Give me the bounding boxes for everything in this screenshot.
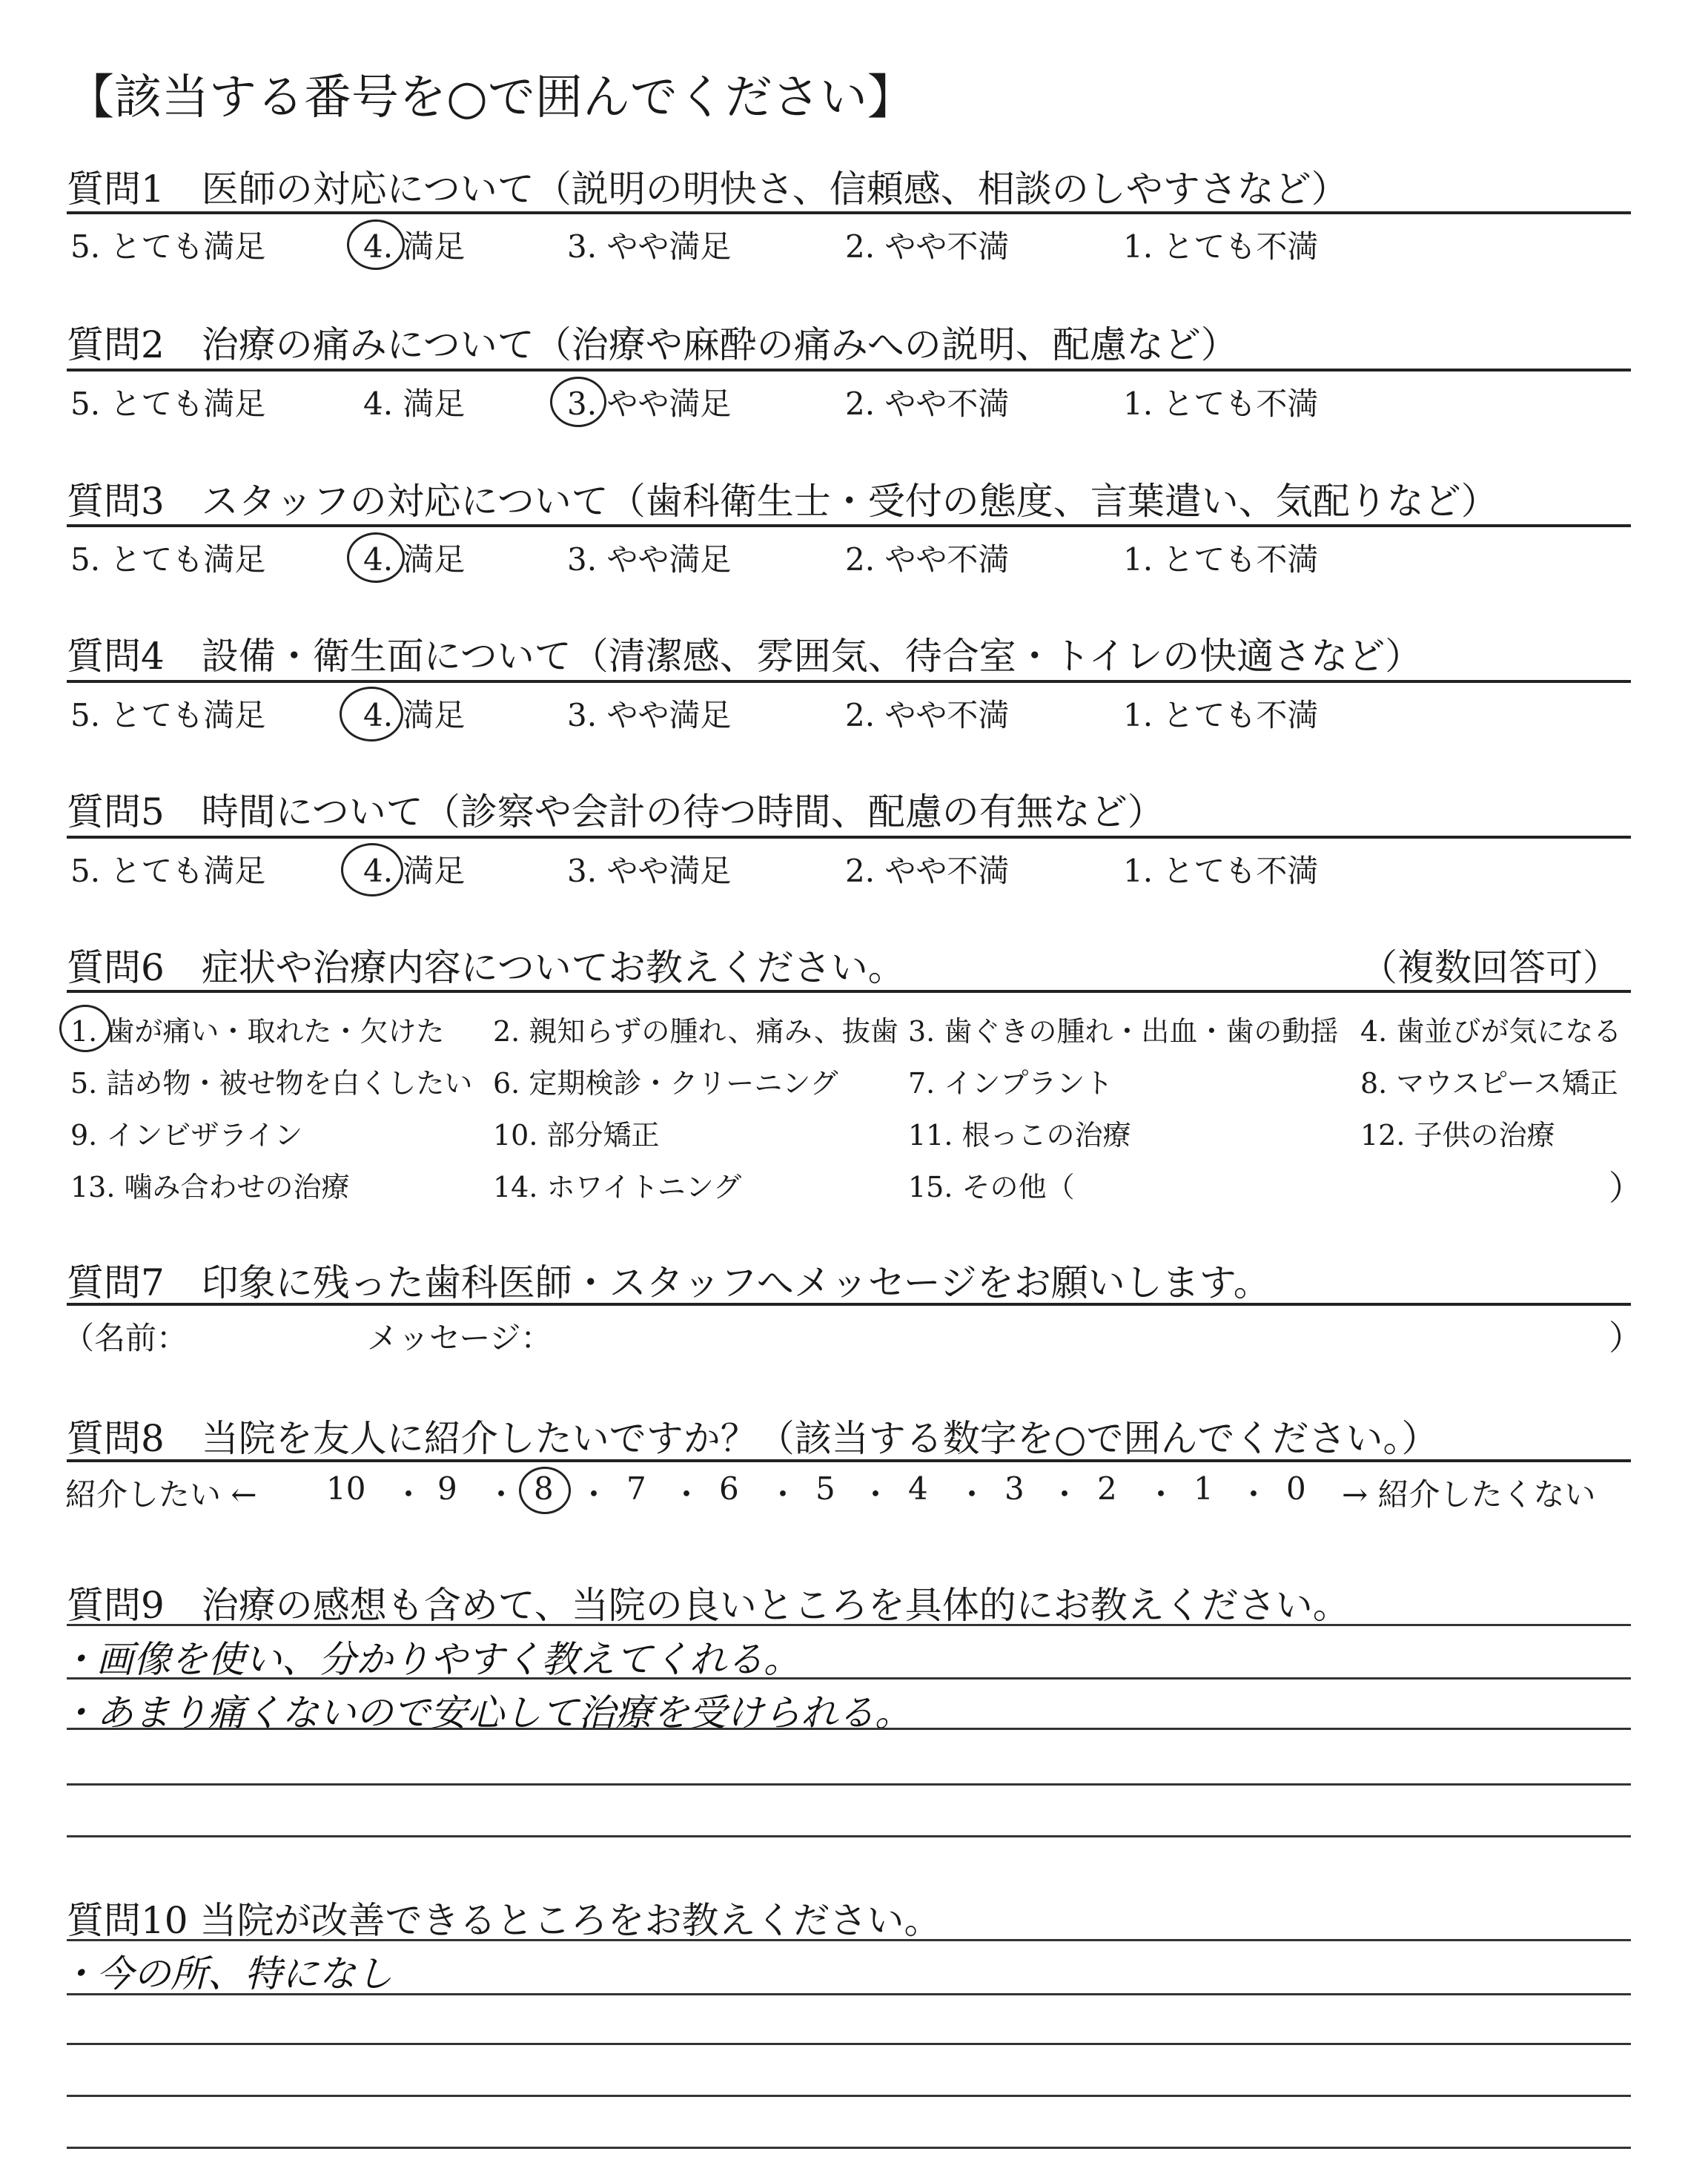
q6-option-7[interactable]: 7. インプラント [908,1067,1113,1100]
q6-title: 質問6 症状や治療内容についてお教えください。 [67,946,905,989]
q8-right-label: → 紹介したくない [1342,1476,1596,1513]
q8-sep: ・ [1049,1476,1081,1513]
q9-line [67,1624,1631,1626]
q6-selection-circle [59,1005,111,1052]
q7-close-paren: ） [1609,1318,1643,1358]
q6-option-12[interactable]: 12. 子供の治療 [1360,1119,1555,1152]
q6-option-4[interactable]: 4. 歯並びが気になる [1360,1015,1622,1048]
q2-option-4[interactable]: 4. 満足 [363,386,466,422]
q4-title: 質問4 設備・衛生面について（清潔感、雰囲気、待合室・トイレの快適さなど） [67,635,1423,678]
q4-option-5[interactable]: 5. とても満足 [70,697,266,733]
q5-option-3[interactable]: 3. やや満足 [567,853,732,889]
q6-option-14[interactable]: 14. ホワイトニング [493,1171,742,1203]
q8-sep: ・ [393,1476,425,1513]
q3-selection-circle [347,532,405,583]
q8-value-9[interactable]: 9 [437,1470,457,1507]
q6-option-11[interactable]: 11. 根っこの治療 [908,1119,1131,1152]
q4-option-1[interactable]: 1. とても不満 [1123,697,1319,733]
q6-option-6[interactable]: 6. 定期検診・クリーニング [493,1067,838,1100]
q7-rule [67,1303,1631,1306]
q2-title: 質問2 治療の痛みについて（治療や麻酔の痛みへの説明、配慮など） [67,323,1238,366]
q8-sep: ・ [578,1476,610,1513]
q6-option-5[interactable]: 5. 詰め物・被せ物を白くしたい [70,1067,473,1100]
q6-option-15[interactable]: 15. その他（ [908,1171,1075,1203]
q6-option-10[interactable]: 10. 部分矯正 [493,1119,660,1152]
q6-option-9[interactable]: 9. インビザライン [70,1119,303,1152]
q2-option-5[interactable]: 5. とても満足 [70,386,266,422]
q4-option-2[interactable]: 2. やや不満 [845,697,1010,733]
q4-rule [67,680,1631,683]
q6-rule [67,990,1631,993]
q2-option-3[interactable]: 3. やや満足 [567,386,732,422]
q10-title: 質問10 当院が改善できるところをお教えください。 [67,1899,941,1942]
q8-value-5[interactable]: 5 [815,1470,835,1507]
q5-title: 質問5 時間について（診察や会計の待つ時間、配慮の有無など） [67,790,1165,833]
q6-note: （複数回答可） [1360,946,1620,989]
q5-option-5[interactable]: 5. とても満足 [70,853,266,889]
q9-line [67,1835,1631,1837]
q8-sep: ・ [956,1476,988,1513]
q10-line [67,2043,1631,2045]
q8-value-4[interactable]: 4 [908,1470,928,1507]
q6-option-8[interactable]: 8. マウスピース矯正 [1360,1067,1618,1100]
q2-selection-circle [550,377,606,427]
q10-line [67,2095,1631,2097]
q8-value-10[interactable]: 10 [326,1470,366,1507]
q5-option-4[interactable]: 4. 満足 [363,853,466,889]
q1-option-4[interactable]: 4. 満足 [363,228,466,265]
q9-line [67,1728,1631,1730]
q8-value-6[interactable]: 6 [719,1470,739,1507]
q8-sep: ・ [860,1476,892,1513]
q5-option-1[interactable]: 1. とても不満 [1123,853,1319,889]
q8-sep: ・ [767,1476,799,1513]
q4-selection-circle [340,687,403,742]
q8-sep: ・ [671,1476,703,1513]
q10-line [67,1939,1631,1941]
form-header: 【該当する番号を○で囲んでください】 [67,70,915,125]
q8-value-8[interactable]: 8 [534,1470,554,1507]
q8-sep: ・ [1145,1476,1177,1513]
q5-rule [67,836,1631,839]
q8-selection-circle [519,1467,571,1514]
q8-sep: ・ [1238,1476,1270,1513]
q8-value-7[interactable]: 7 [626,1470,646,1507]
q7-title: 質問7 印象に残った歯科医師・スタッフへメッセージをお願いします。 [67,1261,1271,1304]
q1-rule [67,211,1631,214]
q3-option-5[interactable]: 5. とても満足 [70,541,266,578]
q7-name-label[interactable]: （名前： [63,1320,188,1356]
q8-left-label: 紹介したい ← [65,1476,257,1513]
q8-title: 質問8 当院を友人に紹介したいですか？（該当する数字を○で囲んでください。） [67,1417,1439,1460]
q9-answer-2: ・あまり痛くないので安心して治療を受けられる。 [59,1691,912,1734]
q7-message-label[interactable]: メッセージ： [367,1320,552,1356]
q6-option-13[interactable]: 13. 噛み合わせの治療 [70,1171,350,1203]
q8-sep: ・ [486,1476,517,1513]
q10-line [67,2147,1631,2149]
q8-value-0[interactable]: 0 [1286,1470,1306,1507]
q3-option-4[interactable]: 4. 満足 [363,541,466,578]
q3-option-1[interactable]: 1. とても不満 [1123,541,1319,578]
q5-selection-circle [341,843,403,896]
q1-option-5[interactable]: 5. とても満足 [70,228,266,265]
q10-answer-1: ・今の所、特になし [59,1952,393,1995]
q6-option-3[interactable]: 3. 歯ぐきの腫れ・出血・歯の動揺 [908,1015,1339,1048]
q9-title: 質問9 治療の感想も含めて、当院の良いところを具体的にお教えください。 [67,1584,1350,1627]
q2-option-1[interactable]: 1. とても不満 [1123,386,1319,422]
q8-value-1[interactable]: 1 [1194,1470,1214,1507]
q3-option-2[interactable]: 2. やや不満 [845,541,1010,578]
q8-value-2[interactable]: 2 [1097,1470,1117,1507]
q6-option-1[interactable]: 1. 歯が痛い・取れた・欠けた [70,1015,445,1048]
q6-other-close-paren: ） [1609,1168,1643,1208]
q1-selection-circle [347,219,405,270]
q1-option-1[interactable]: 1. とても不満 [1123,228,1319,265]
q6-option-2[interactable]: 2. 親知らずの腫れ、痛み、抜歯 [493,1015,898,1048]
q5-option-2[interactable]: 2. やや不満 [845,853,1010,889]
q8-rule [67,1459,1631,1462]
q2-option-2[interactable]: 2. やや不満 [845,386,1010,422]
q2-rule [67,369,1631,371]
q9-line [67,1783,1631,1786]
q3-option-3[interactable]: 3. やや満足 [567,541,732,578]
q9-line [67,1677,1631,1680]
q1-option-2[interactable]: 2. やや不満 [845,228,1010,265]
q1-option-3[interactable]: 3. やや満足 [567,228,732,265]
q4-option-3[interactable]: 3. やや満足 [567,697,732,733]
q9-answer-1: ・画像を使い、分かりやすく教えてくれる。 [59,1638,801,1681]
q3-title: 質問3 スタッフの対応について（歯科衛生士・受付の態度、言葉遣い、気配りなど） [67,480,1498,523]
q4-option-4[interactable]: 4. 満足 [363,697,466,733]
q8-value-3[interactable]: 3 [1004,1470,1025,1507]
q1-title: 質問1 医師の対応について（説明の明快さ、信頼感、相談のしやすさなど） [67,168,1348,211]
q10-line [67,1993,1631,1995]
q3-rule [67,524,1631,527]
